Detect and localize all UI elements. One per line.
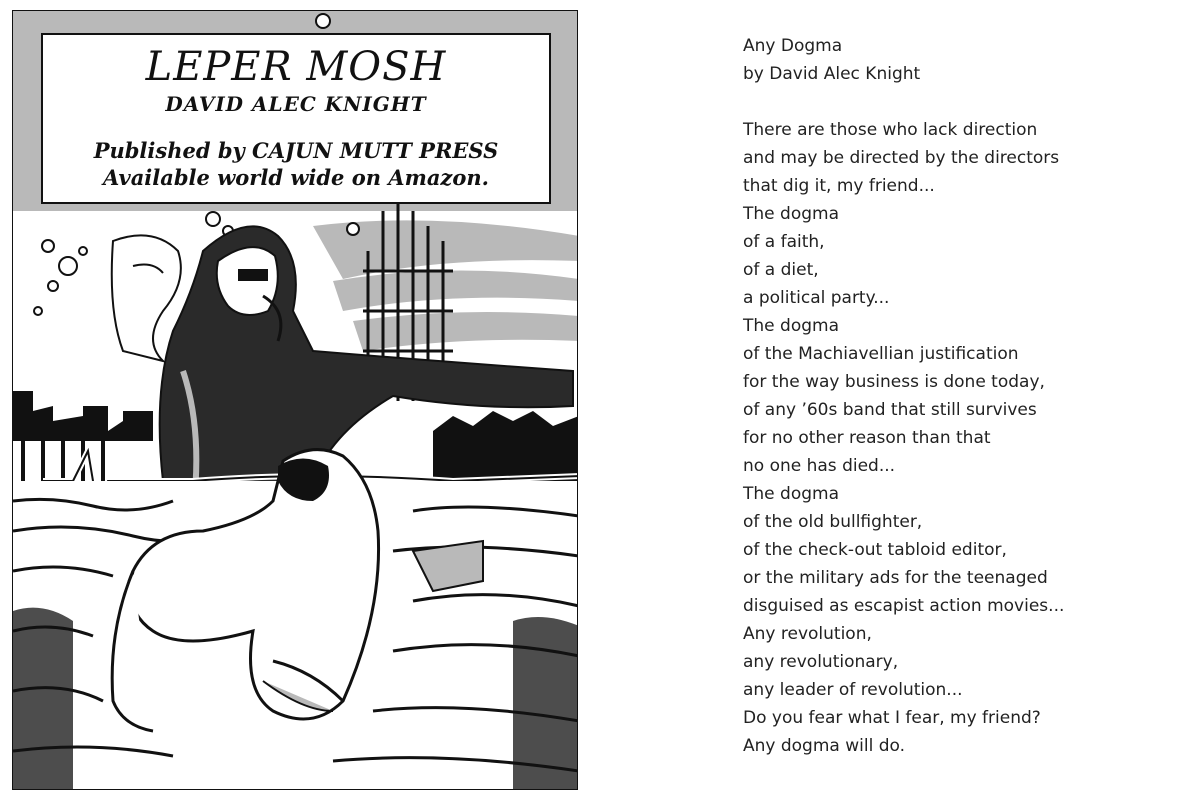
- book-cover: [12, 10, 578, 790]
- poem-line: of the check-out tabloid editor,: [743, 540, 1007, 560]
- book-title: LEPER MOSH: [145, 44, 447, 90]
- poem-line: The dogma: [743, 204, 839, 224]
- poem-line: Any dogma will do.: [743, 736, 906, 756]
- poem-line: any revolutionary,: [743, 652, 899, 672]
- stanza-gap: [743, 88, 1183, 116]
- poem-line: The dogma: [743, 484, 839, 504]
- cover-title-box: [41, 33, 551, 204]
- poem-title: Any Dogma: [743, 36, 843, 56]
- book-author: DAVID ALEC KNIGHT: [165, 92, 427, 116]
- poem-line: There are those who lack direction: [743, 120, 1038, 140]
- poem-line: for no other reason than that: [743, 428, 991, 448]
- poem-line: of the old bullfighter,: [743, 512, 923, 532]
- poem-line: or the military ads for the teenaged: [743, 568, 1048, 588]
- poem-line: a political party...: [743, 288, 890, 308]
- availability-line: Available world wide on Amazon.: [103, 165, 489, 190]
- poem-line: of the Machiavellian justification: [743, 344, 1019, 364]
- poem-line: that dig it, my friend...: [743, 176, 935, 196]
- poem-line: any leader of revolution...: [743, 680, 963, 700]
- poem-line: and may be directed by the directors: [743, 148, 1060, 168]
- poem-line: for the way business is done today,: [743, 372, 1045, 392]
- poem-byline: by David Alec Knight: [743, 64, 921, 84]
- poem-line: no one has died...: [743, 456, 896, 476]
- poem-line: Do you fear what I fear, my friend?: [743, 708, 1041, 728]
- poem-line: disguised as escapist action movies...: [743, 596, 1065, 616]
- poem-line: of any ’60s band that still survives: [743, 400, 1037, 420]
- poem-body: [743, 116, 1183, 760]
- poem-line: Any revolution,: [743, 624, 872, 644]
- poem-line: of a diet,: [743, 260, 819, 280]
- poem: [743, 32, 1183, 760]
- publisher-line: Published by CAJUN MUTT PRESS: [93, 138, 499, 163]
- poem-line: of a faith,: [743, 232, 825, 252]
- poem-line: The dogma: [743, 316, 839, 336]
